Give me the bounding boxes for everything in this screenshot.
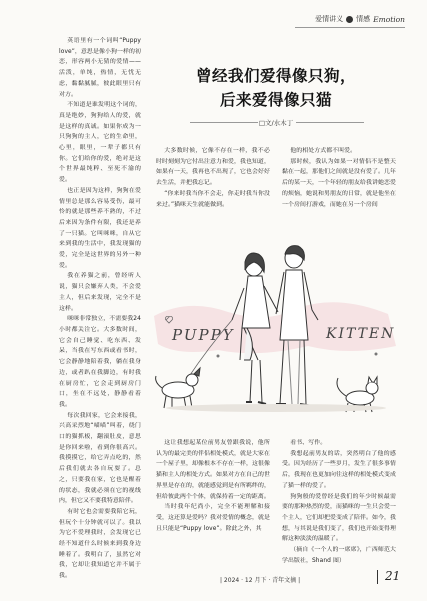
paragraph: 大多数时候，它像不存在一样，我不必时时刻刻为它付出注意力和爱，我也知道，如果有一天，我再也不出现了，它也会好好去生活，并把我忘记。 [156, 148, 270, 187]
paragraph: 有时它也会需要我陪它玩，但玩个十分钟就可以了。我以为它不爱理我时，会发现它已经不知道什么时候来到我身边睡着了。我明白了，虽然它对我，它却让我知道它并不属于我。 [59, 508, 141, 580]
paragraph: 也正是因为这样，狗狗在爱情里总是那么容易受伤，最可怜的就是那些养不熟的，不过后来因为条件有限，我还是养了一只猫。它叫咪咪，自从它来到我的生活中，我发现猫的爱，完全是这世界的另外一种爱。 [59, 187, 141, 269]
ground-shadow [166, 404, 386, 412]
page-header [315, 14, 405, 24]
paragraph: 咪咪非常独立，不需要我24小时都关注它。大多数时间，它会自己睡觉、吃东西、发呆，当我在写东西或看书时，它会静静地陪着我，躺在我身边，或者趴在我脚边，有时我在厨房忙，它会走到厨房门口，坐在不远处，静静看着我。 [59, 316, 141, 408]
section-label: 爱情讲义 [315, 15, 344, 23]
page-number: 21 [385, 569, 401, 583]
paragraph: 那时候，我认为如果一对情侣不是整天黏在一起，那他们之间就是没有爱了。几年后的某一天，一个年轻的朋友给我讲她恋爱的烦恼，她说和男朋友的日常，就是他坐在一个房间打游戏，而她在另一个房间 [282, 158, 396, 208]
kitten-lettering: KITTEN [326, 326, 396, 342]
article-title-line-1: 曾经我们爱得像只狗， [195, 66, 356, 85]
paragraph: （摘自《一个人的一席席》，广西师范大学出版社，Shand 图） [282, 547, 396, 564]
paragraph: 每次我回家，它会来接我，兴高采烈地“喵喵”叫着，绕门口的猫抓板，翻滚肚皮，意思是你回来啦，看到你很高兴。我摸摸它，给它弄点吃的，然后我们就去各自玩耍了。总之，只要我在家，它也是醒着的状态，我就必须在它的视线内，但它又不要我特意陪伴。 [59, 412, 141, 505]
byline-divider-right [296, 122, 364, 123]
article-title-line-2: 后来爱得像只猫 [219, 90, 332, 109]
paragraph: 这让我想起某位前男友曾跟我说，他所认为的最完美的伴侣相处模式，就是大家在一个屋子里，却像根本不存在一样，这很像猫和主人的相处方式。如果对方在自己的世界里是存在的，就能感觉到是有所羁绊的，但给彼此两个个体，就保持着一定的距离。 [156, 440, 270, 500]
article-column-5 [282, 438, 396, 586]
puppy-lettering: PUPPY [172, 326, 235, 344]
article-column-3 [282, 146, 396, 224]
article-column-1 [59, 36, 141, 581]
paragraph: 英语里有一个词叫“Puppy love”，意思是像小狗一样的初恋，形容两小无猜的爱情——活泼，单纯，热情，无忧无虑，黏黏腻腻，彼此眼里只有对方。 [59, 38, 141, 98]
paragraph: 他的相处方式都不叫爱。 [290, 148, 357, 154]
bullet-icon [346, 16, 353, 23]
issue-footer: | 2024 · 12 月下 · 青年文摘 | [220, 577, 301, 584]
paragraph: 不知道是谁发明这个词的，真是绝妙，狗狗给人的爱，就是这样的真诚。如果你成为一只狗狗的主人，它的生命里，心里，眼里，一辈子都只有你。它们给你的爱，绝对是这个世界最纯粹、至死不渝的爱。 [59, 102, 141, 184]
subsection-label: 情感 [356, 15, 371, 23]
paragraph: 我在养猫之前，曾经听人说，猫只会嫌弃人类，不会爱主人，但后来发现，完全不是这样。 [59, 273, 141, 312]
article-column-2 [156, 146, 270, 224]
paragraph: 狗狗般的爱曾经是我们的年少时候最需要的那种热烈的爱，而猫咪的一生只会爱一个主人，它们却把爱变成了陪伴。如今，我想，与其说是我们变了，我们也开始变得理解这种淡淡的温暖了。 [282, 493, 396, 543]
paragraph: 我想起前男友的话，突然明白了他的感受。因为经历了一些岁月，发生了很多事情后，我现在也更加向往这样的相处模式变成了猫一样的爱了。 [282, 450, 396, 489]
header-divider [295, 27, 405, 28]
paragraph: “你来时我当你不会走，你走时我当你没来过。”猫咪天生就能做到。 [156, 190, 270, 208]
dog-figure [156, 368, 200, 408]
article-column-4 [156, 438, 270, 583]
dot-doodle [217, 355, 220, 358]
article-byline: □文/水木丁 [258, 119, 294, 127]
footer-divider [377, 570, 378, 584]
couple-with-pets-illustration [148, 228, 408, 436]
dot-doodle [375, 353, 378, 356]
paragraph: 当时我年纪尚小，完全不能理解和接受，这还算是爱吗？我对爱情的概念，就是且只能是“Puppy love”。除此之外，其 [156, 504, 270, 532]
english-section-label: Emotion [373, 14, 405, 24]
paragraph: 看书、写作。 [290, 440, 327, 446]
